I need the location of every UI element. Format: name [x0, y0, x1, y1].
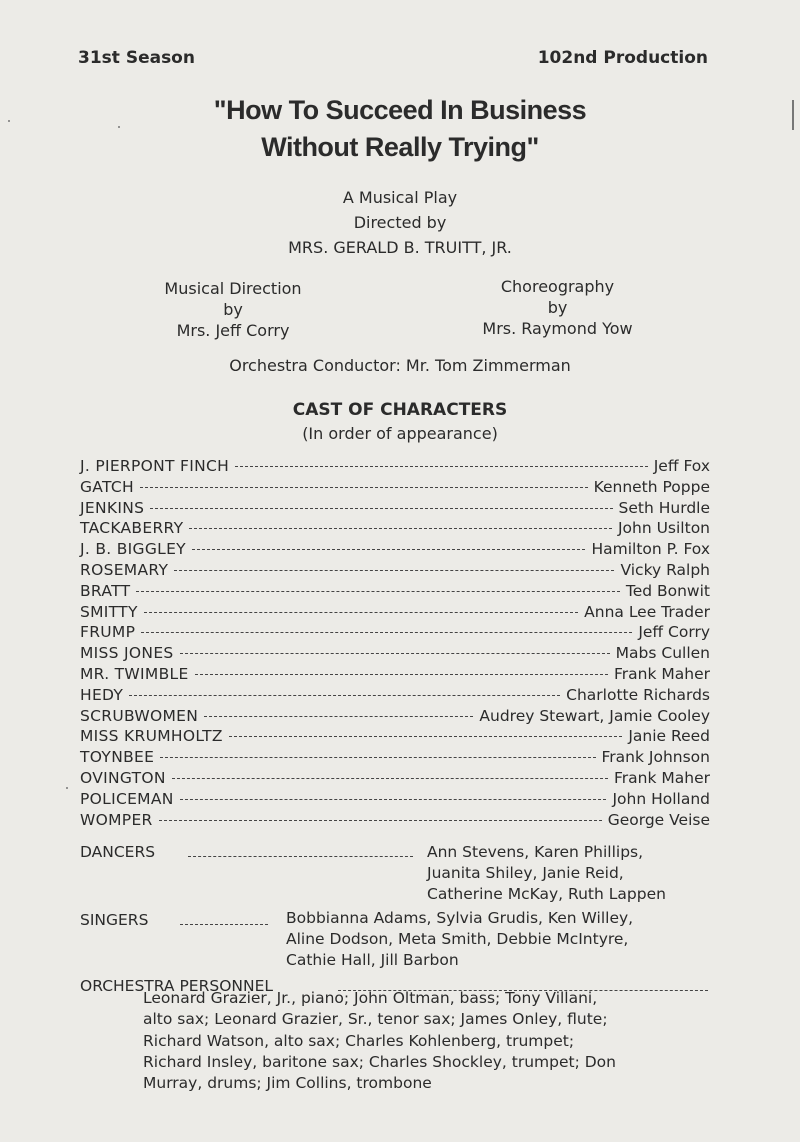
cast-role: JENKINS — [80, 498, 145, 517]
cast-actor: Seth Hurdle — [618, 498, 710, 517]
cast-row — [80, 622, 710, 643]
cast-row — [80, 643, 710, 664]
dot-leader — [129, 695, 560, 696]
dot-leader — [180, 653, 610, 654]
cast-row — [80, 664, 710, 685]
cast-heading: CAST OF CHARACTERS — [292, 400, 508, 420]
musical-direction-credit — [148, 278, 318, 341]
dancers-names — [427, 842, 666, 905]
title-line-1: "How To Succeed In Business — [213, 95, 587, 125]
cast-role: MISS KRUMHOLTZ — [80, 727, 223, 746]
cast-role: J. B. BIGGLEY — [80, 540, 186, 559]
cast-row — [80, 789, 710, 810]
orchestra-line: Richard Watson, alto sax; Charles Kohlenberg, trumpet; — [143, 1031, 575, 1050]
cast-role: FRUMP — [80, 623, 136, 642]
dot-leader — [150, 508, 612, 509]
cast-actor: John Usilton — [617, 519, 710, 538]
singers-line: Aline Dodson, Meta Smith, Debbie McIntyre, — [286, 930, 629, 948]
dot-leader — [159, 820, 602, 821]
dancers-line: Juanita Shiley, Janie Reid, — [427, 864, 624, 882]
singers-line: Bobbianna Adams, Sylvia Grudis, Ken Willey, — [286, 909, 634, 927]
cast-role: WOMPER — [80, 810, 153, 829]
cast-role: SMITTY — [80, 602, 138, 621]
conductor-credit: Orchestra Conductor: Mr. Tom Zimmerman — [229, 356, 571, 375]
dot-leader — [235, 466, 648, 467]
cast-row — [80, 560, 710, 581]
orchestra-role: ORCHESTRA PERSONNEL — [80, 977, 274, 995]
cast-actor: Mabs Cullen — [615, 644, 710, 663]
cast-role: ROSEMARY — [80, 560, 169, 579]
intro-line-2: Directed by — [353, 213, 447, 232]
dot-leader — [189, 528, 612, 529]
cast-subheading: (In order of appearance) — [302, 424, 498, 443]
singers-group — [80, 908, 715, 978]
dancers-leader — [188, 856, 413, 857]
dancers-line: Catherine McKay, Ruth Lappen — [427, 885, 666, 903]
musical-direction-label: Musical Direction — [164, 279, 302, 298]
dot-leader — [229, 736, 622, 737]
dancers-group — [80, 842, 715, 912]
musical-direction-by: by — [223, 300, 243, 319]
cast-actor: Charlotte Richards — [566, 685, 710, 704]
musical-direction-name: Mrs. Jeff Corry — [176, 321, 290, 340]
cast-actor: Anna Lee Trader — [584, 602, 710, 621]
cast-row — [80, 518, 710, 539]
dot-leader — [195, 674, 608, 675]
cast-row — [80, 706, 710, 727]
cast-row — [80, 747, 710, 768]
cast-actor: Frank Johnson — [601, 748, 710, 767]
cast-role: GATCH — [80, 477, 134, 496]
cast-row — [80, 539, 710, 560]
cast-actor: George Veise — [607, 810, 710, 829]
cast-actor: Audrey Stewart, Jamie Cooley — [479, 706, 710, 725]
cast-actor: Janie Reed — [628, 727, 710, 746]
orchestra-line: alto sax; Leonard Grazier, Sr., tenor sax; James Onley, flute; — [143, 1010, 608, 1029]
cast-row — [80, 768, 710, 789]
cast-role: POLICEMAN — [80, 789, 174, 808]
cast-role: BRATT — [80, 581, 131, 600]
dot-leader — [174, 570, 614, 571]
dot-leader — [160, 757, 595, 758]
cast-actor: Ted Bonwit — [625, 581, 710, 600]
cast-row — [80, 498, 710, 519]
cast-actor: Jeff Corry — [638, 623, 710, 642]
choreography-by: by — [547, 298, 568, 317]
cast-row — [80, 685, 710, 706]
paper-speck — [8, 120, 10, 122]
cast-role: OVINGTON — [80, 768, 166, 787]
orchestra-line: Murray, drums; Jim Collins, trombone — [143, 1074, 432, 1093]
orchestra-line: Richard Insley, baritone sax; Charles Shockley, trumpet; Don — [143, 1052, 616, 1071]
season-label: 31st Season — [78, 48, 195, 68]
orchestra-names — [143, 988, 718, 1094]
cast-role: TACKABERRY — [80, 519, 184, 538]
intro-line-1: A Musical Play — [342, 188, 458, 207]
cast-actor: Vicky Ralph — [620, 560, 710, 579]
singers-names — [286, 908, 633, 971]
singers-line: Cathie Hall, Jill Barbon — [286, 951, 459, 969]
paper-speck — [118, 126, 120, 128]
choreography-name: Mrs. Raymond Yow — [482, 319, 633, 338]
singers-role: SINGERS — [80, 911, 149, 929]
choreography-label: Choreography — [500, 277, 615, 296]
cast-actor: John Holland — [612, 789, 710, 808]
page-header — [78, 48, 708, 68]
production-label: 102nd Production — [537, 48, 708, 68]
cast-list — [80, 456, 710, 830]
cast-actor: Jeff Fox — [653, 457, 710, 475]
cast-row — [80, 477, 710, 498]
cast-row — [80, 726, 710, 747]
cast-role: HEDY — [80, 685, 124, 704]
cast-row — [80, 456, 710, 477]
dot-leader — [136, 591, 620, 592]
cast-row — [80, 602, 710, 623]
dot-leader — [141, 632, 632, 633]
paper-speck — [66, 787, 68, 789]
dot-leader — [180, 799, 607, 800]
dancers-line: Ann Stevens, Karen Phillips, — [427, 843, 644, 861]
dancers-role: DANCERS — [80, 843, 156, 861]
paper-edge-mark — [792, 100, 794, 130]
cast-role: TOYNBEE — [80, 748, 155, 767]
dot-leader — [172, 778, 608, 779]
cast-actor: Hamilton P. Fox — [591, 540, 710, 559]
dot-leader — [192, 549, 586, 550]
dot-leader — [140, 487, 588, 488]
cast-row — [80, 810, 710, 831]
cast-row — [80, 581, 710, 602]
dot-leader — [204, 716, 473, 717]
cast-actor: Kenneth Poppe — [593, 477, 710, 496]
show-title — [0, 92, 800, 166]
cast-actor: Frank Maher — [614, 664, 710, 683]
choreography-credit — [460, 276, 655, 339]
cast-role: MISS JONES — [80, 644, 174, 663]
cast-role: SCRUBWOMEN — [80, 706, 199, 725]
title-line-2: Without Really Trying" — [261, 132, 539, 162]
cast-role: J. PIERPONT FINCH — [80, 457, 230, 475]
dot-leader — [144, 612, 578, 613]
cast-actor: Frank Maher — [614, 768, 710, 787]
director-name: MRS. GERALD B. TRUITT, JR. — [288, 238, 512, 257]
cast-role: MR. TWIMBLE — [80, 664, 189, 683]
singers-leader — [180, 924, 268, 925]
orchestra-line: Leonard Grazier, Jr., piano; John Oltman, bass; Tony Villani, — [143, 989, 598, 1007]
